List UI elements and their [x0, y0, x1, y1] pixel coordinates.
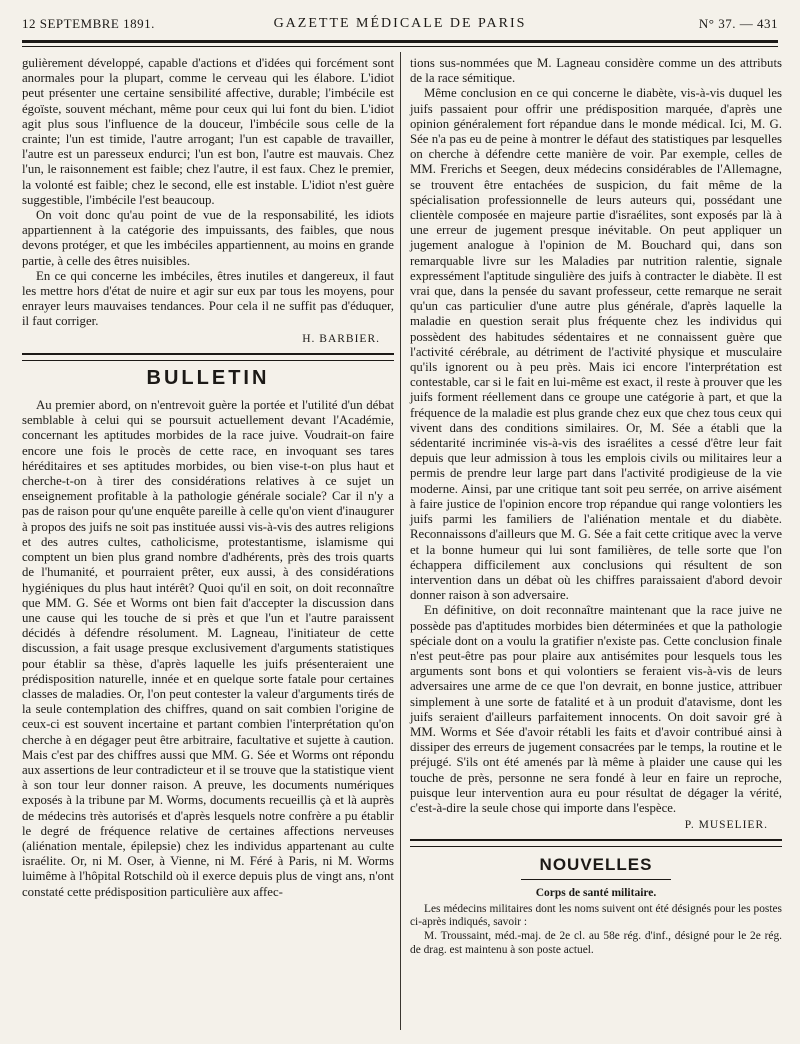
article-paragraph: tions sus-nommées que M. Lagneau considère comme un des attributs de la race sémitique.: [410, 56, 782, 86]
article-paragraph: Même conclusion en ce qui concerne le diabète, vis-à-vis duquel les juifs passaient pour offrir une prédisposition marquée, d'après une opinion généralement fort répandue dans le monde médical. Ici, M. G. Sée n'a pas eu de peine à montrer le défaut des statistiques par lesquelles on cherche à défendre cette manière de voir. Par exemple, celles de MM. Frerichs et Seegen, deux médecins considérables de l'Allemagne, se trouvent être entachées de suspicion, du fait même de la spécialisation professionnelle de leurs auteurs qui, possédant une clientèle composée en majeure partie d'israélites, sont exposés par là à une erreur de jugement presque inévitable. On peut appliquer un jugement analogue à l'opinion de M. Bouchard qui, dans son remarquable livre sur les Maladies par nutrition ralentie, signale expressément l'aptitude singulière des juifs à contracter le diabète. Il est vrai que, dans la pensée du savant professeur, cette remarque ne serait qu'un cas particulier d'une autre plus générale, d'après laquelle la maladie en question serait plus fréquente chez les individus qui possèdent des habitudes sédentaires et ne connaissent guère que l'activité cérébrale, au détriment de l'activité physique et musculaire qu'ils ignorent ou à peu près. Mais ici encore l'interprétation est contestable, car si le fait en lui-même est exact, il reste à prouver que les juifs forment réellement dans ce groupe une catégorie à part, et que la fréquence de la maladie est plus grande chez eux que chez tous ceux qui vivent dans des conditions similaires. Or, M. Sée a établi que la sédentarité incriminée vis-à-vis des israélites a cessé d'être leur fait depuis que leur admission à tous les emplois civils ou militaires leur a permis de prendre leur large part dans l'activité prodigieuse de la vie moderne. Ainsi, par une critique tant soit peu serrée, on arrive aisément à faire justice de l'opinion encore trop répandue qui range volontiers les juifs parmi les familiers de l'aliénation mentale et du diabète. Reconnaissons d'ailleurs que M. G. Sée a fait cette critique avec la verve et la bonne humeur qui lui sont familières, de telle sorte que l'on échappera difficilement aux conclusions qui résultent de son intervention dans un débat où les chiffres paraissaient d'abord devoir donner raison à son adversaire.: [410, 86, 782, 603]
news-subheading: Corps de santé militaire.: [535, 886, 657, 899]
author-signature: P. MUSELIER.: [684, 819, 768, 832]
bulletin-heading: BULLETIN: [146, 366, 270, 389]
heading-rule: [521, 879, 671, 880]
article-paragraph: En définitive, on doit reconnaître maintenant que la race juive ne possède pas d'aptitudes morbides bien déterminées et que la pathologie spéciale dont on a voulu la gratifier n'existe pas. Cette conclusion finale n'est peut-être pas pour plaire aux antisémites pour lesquels tous les arguments sont bons et qui volontiers se feraient vis-à-vis de leurs adversaires une arme de ce que l'on devrait, en bonne justice, attribuer simplement à une sorte de fatalité et à un produit d'atavisme, dont les juifs seraient d'ailleurs parfaitement innocents. On doit savoir gré à MM. Worms et Sée d'avoir rétabli les faits et d'avoir contribué ainsi à dissiper des erreurs de jugement consacrées par le temps, la routine et le préjugé. S'ils ont été amenés par là même à plaider une cause qui les touche de près, personne ne sera fondé à leur en faire un reproche, puisque leur intervention aura eu pour résultat de dégager la vérité, c'est-à-dire la seule chose qui importe dans l'espèce.: [410, 603, 782, 815]
bulletin-paragraph: Au premier abord, on n'entrevoit guère la portée et l'utilité d'un débat semblable à celui qui se poursuit actuellement devant l'Académie, concernant les aptitudes morbides de la race juive. Voudrait-on faire encore une fois le procès de cette race, en invoquant ses tares héréditaires et ses aptitudes morbides, ou bien vise-t-on plus haut et cherche-t-on à tirer des considérations relatives à ce sujet un enseignement profitable à la pathologie générale sociale? Car il n'y a pas de raison pour qu'une enquête pareille à celle qu'on vient d'inaugurer à propos des juifs ne soit pas instituée aussi vis-à-vis des autres religions et des autres cultes, catholicisme, protestantisme, islamisme qui comptent un bien plus grand nombre d'adhérents, près des trois quarts de l'humanité, et pourraient prêter, eux aussi, à des considérations hygiéniques du plus haut intérêt? Quoi qu'il en soit, on doit reconnaître que MM. G. Sée et Worms ont bien fait d'accepter la discussion dans une cause qui les touche de si près et que l'un et l'autre paraissent décidés à défendre résolument. M. Lagneau, l'initiateur de cette discussion, a fait usage presque exclusivement d'arguments statistiques pour établir sa thèse, d'après laquelle les juifs présenteraient une prédisposition naturelle, innée et en quelque sorte fatale pour certaines classes de maladies. Or, l'on peut contester la valeur d'arguments tirés de la seule contemplation des chiffres, quand on sait combien l'origine de ceux-ci est souvent incertaine et partant combien l'interprétation qu'on cherche à en dégager peut être arbitraire, facultative et sujette à caution. Mais c'est par des chiffres aussi que MM. G. Sée et Worms ont répondu aux assertions de leur contradicteur et il se trouve que la statistique vient à son tour leur donner raison. A preuve, les documents numériques exposés à la tribune par M. Worms, documents recueillis çà et là auprès de médecins très autorisés et d'après lesquels notre confrère a pu établir le degré de fréquence relative de certaines affections nerveuses (aliénation mentale, épilepsie) chez les individus appartenant au culte israélite. Or, ni M. Oser, à Vienne, ni M. Féré à Paris, ni M. Worms luimême à l'hôpital Rotschild où il exerce depuis plus de vingt ans, n'ont constaté cette prédisposition particulière aux affec-: [22, 398, 394, 899]
right-column: [410, 56, 782, 957]
article-paragraph: En ce qui concerne les imbéciles, êtres inutiles et dangereux, il faut les mettre hors d'état de nuire et agir sur eux par tous les moyens, pour enrayer leurs mauvaises tendances. Pour cela il ne suffit pas d'éduquer, il faut corriger.: [22, 268, 394, 329]
section-separator: [22, 353, 394, 361]
header-rule-thin: [22, 46, 778, 47]
issue-date: 12 SEPTEMBRE 1891.: [22, 16, 155, 31]
header-rule-thick: [22, 40, 778, 43]
article-paragraph: gulièrement développé, capable d'actions et d'idées qui forcément sont anormales pour la plupart, comme le cerveau qui les élabore. L'idiot peut présenter une certaine sensibilité affective, durable; l'imbécile est égoïste, souvent méchant, même pour ceux qui lui font du bien. L'idiot agit plus sous l'influence de la douceur, l'imbécile sous celle de la crainte; l'un est timide, l'autre arrogant; l'un est capable de travailler, l'autre est un paresseux endurci; l'un est bon, l'autre est mauvais. Chez l'un, le raisonnement est faible; chez l'autre, il est faux. Chez le premier, la volonté est faible; chez le second, elle est instable. L'idiot n'est guère suggestible, l'imbécile l'est beaucoup.: [22, 56, 394, 207]
section-separator: [410, 839, 782, 847]
article-paragraph: On voit donc qu'au point de vue de la responsabilité, les idiots appartiennent à la catégorie des impuissants, des faibles, que nous devons protéger, et que les imbéciles appartiennent, au moins en grande partie, à celle des êtres nuisibles.: [22, 208, 394, 268]
journal-title: GAZETTE MÉDICALE DE PARIS: [273, 16, 527, 31]
news-paragraph: M. Troussaint, méd.-maj. de 2e cl. au 58e rég. d'inf., désigné pour le 2e rég. de drag. est maintenu à son poste actuel.: [410, 929, 782, 956]
issue-number: N° 37. — 431: [698, 16, 778, 31]
page-header: [22, 14, 778, 36]
nouvelles-heading: NOUVELLES: [539, 855, 653, 875]
left-column: [22, 56, 394, 900]
news-paragraph: Les médecins militaires dont les noms suivent ont été désignés pour les postes ci-après indiqués, savoir :: [410, 902, 782, 929]
author-signature: H. BARBIER.: [302, 332, 380, 345]
column-divider: [400, 52, 401, 1030]
